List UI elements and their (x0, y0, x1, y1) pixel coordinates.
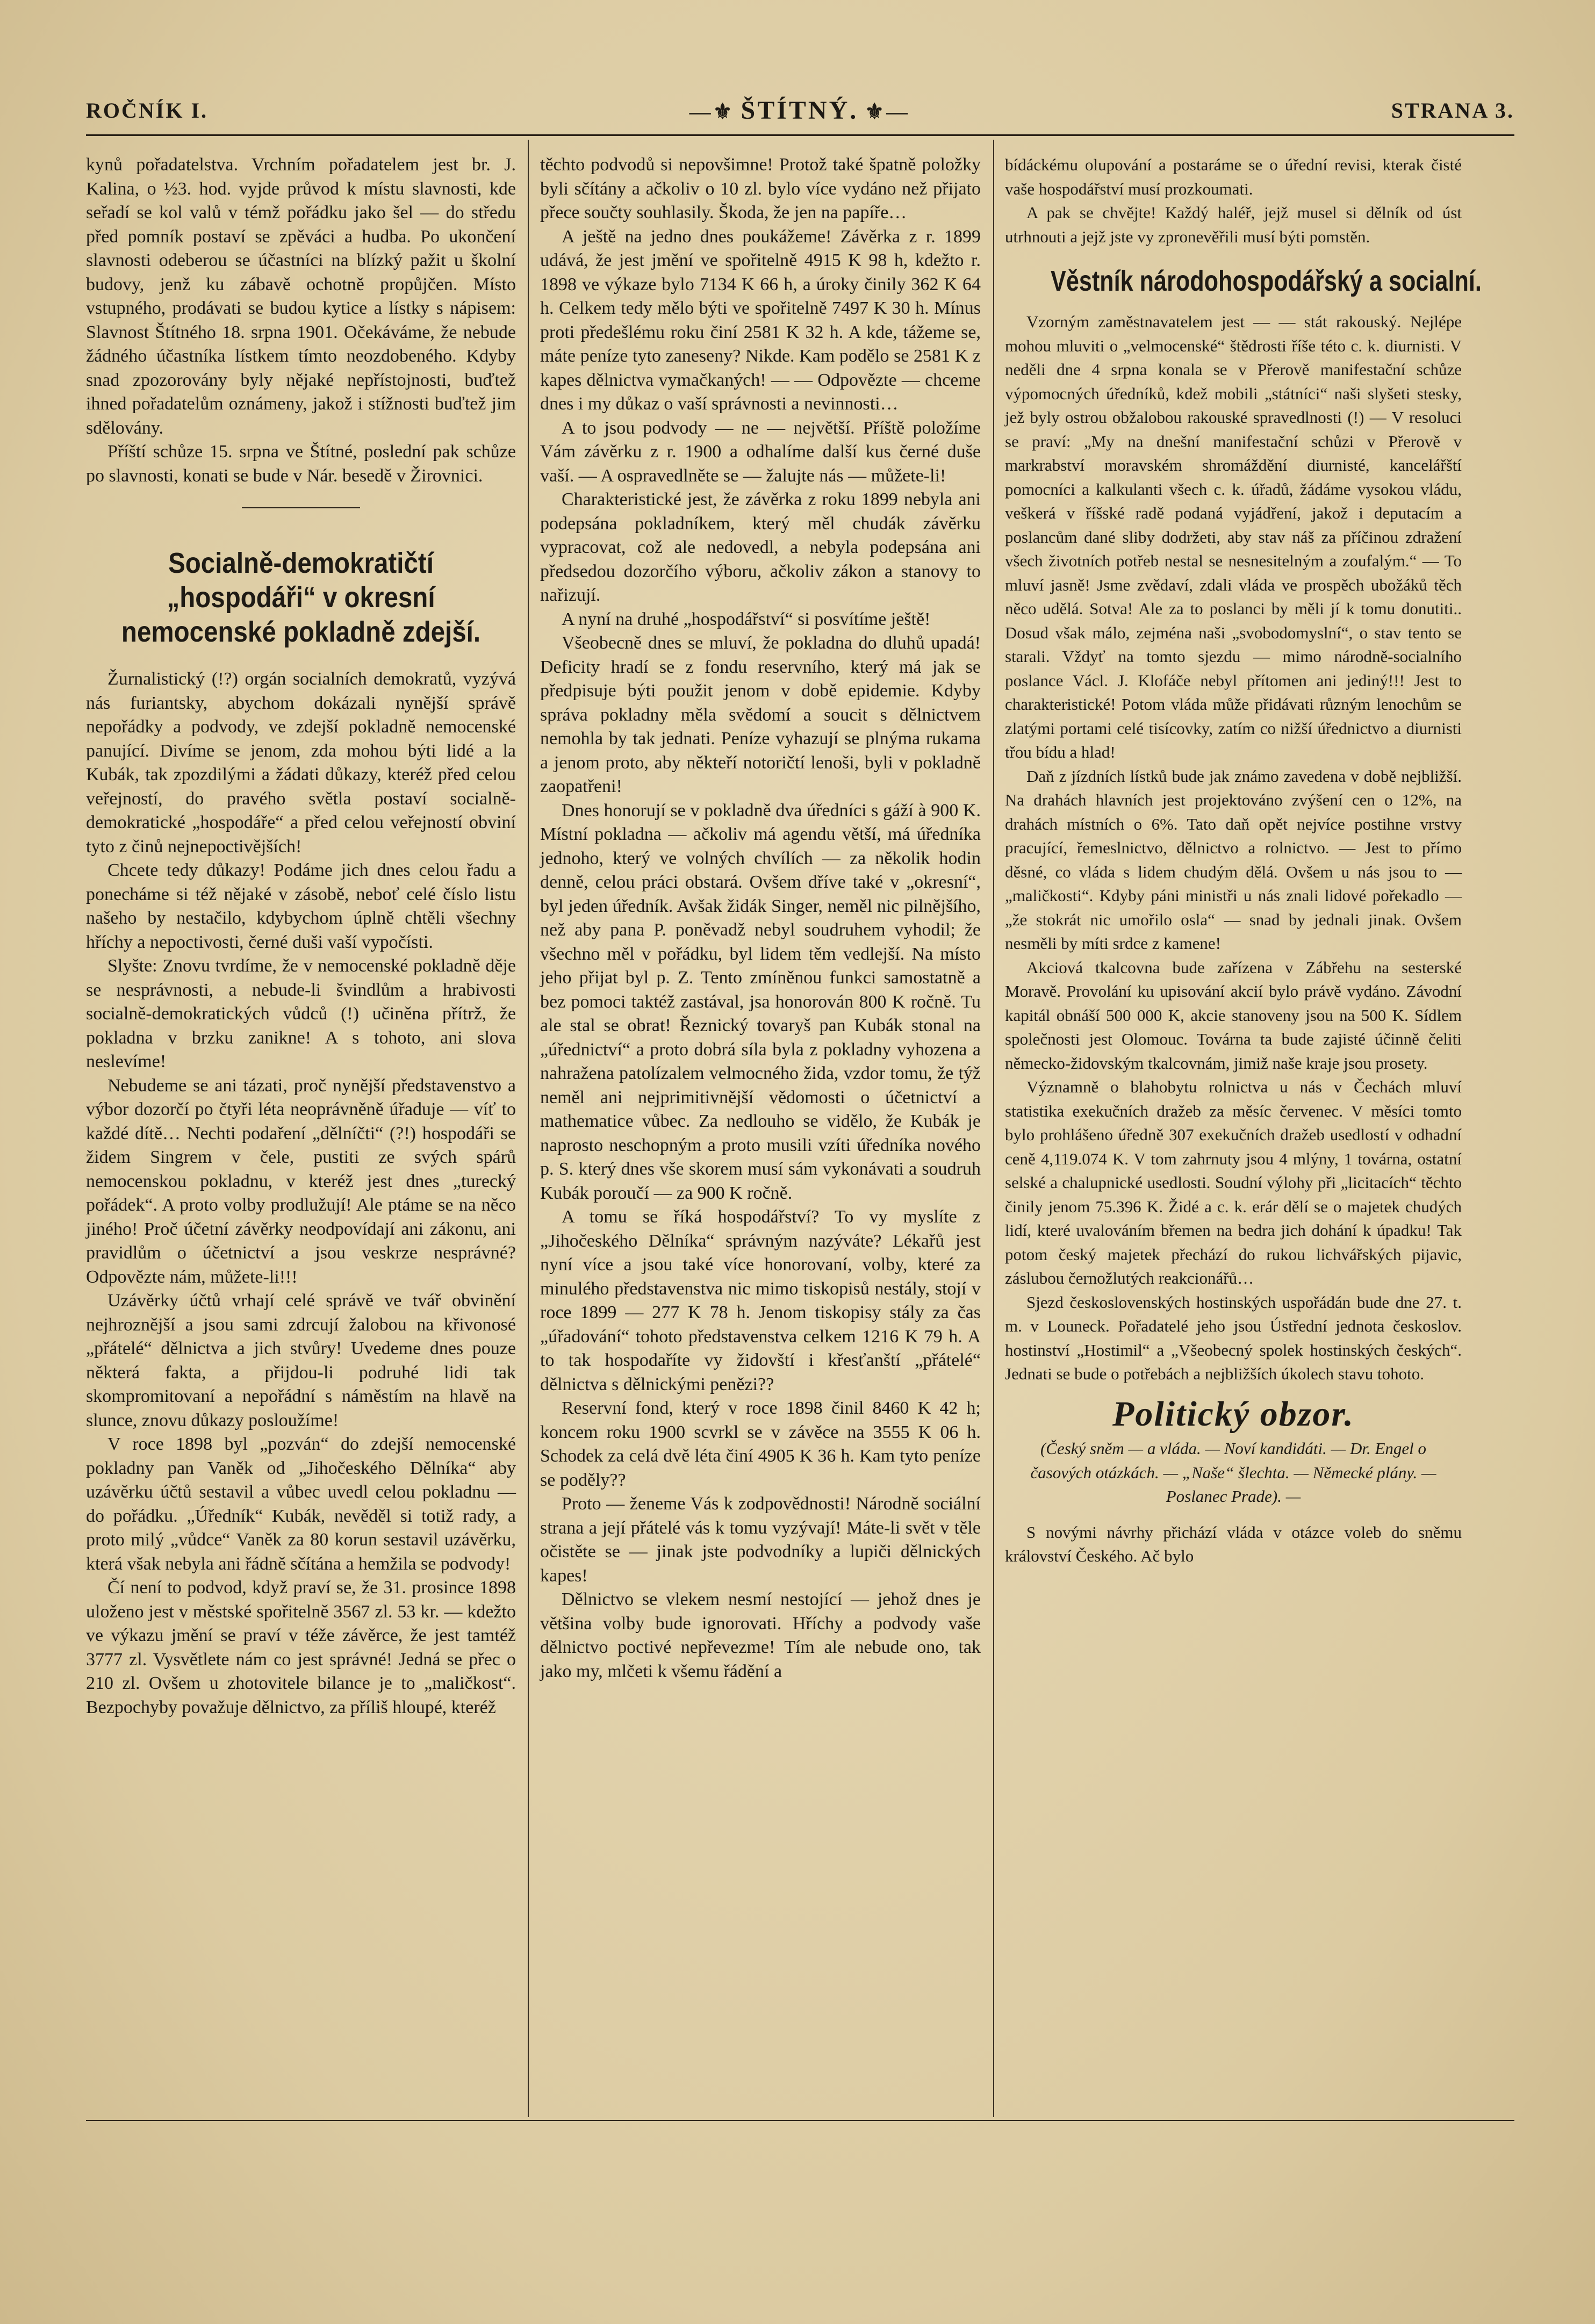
paragraph: Uzávěrky účtů vrhají celé správě ve tvář obvinění nejhroznější a jsou sami zdrcují žalobou na křivonosé „přátelé“ dělnictva a jich stvůry! Uvedeme dnes pouze některá fakta, a přijdou-li podruhé lidi tak skompromitovaní a nepořádní s náměstím na hlavě na slunce, znovu důkazy posloužíme! (86, 1291, 516, 1430)
column-divider (993, 140, 994, 2117)
paragraph: S novými návrhy přichází vláda v otázce voleb do sněmu království Českého. Ač bylo (1005, 1522, 1462, 1565)
section-heading: Věstník národohospodářský a socialní. (1051, 265, 1482, 297)
masthead-name: ŠTÍTNÝ. (741, 96, 859, 125)
page-number: STRANA 3. (1391, 98, 1514, 123)
paragraph: Nebudeme se ani tázati, proč nynější představenstvo a výbor dozorčí po čtyři léta neoprávněně úřaduje — víť to každé dítě… Nechti podaření „dělníčti“ (?!) hospodáři se židem Singrem v čele, pustiti ze svých spárů nemocenskou pokladnu, v kteréž jest dnes „turecký pořádek“. A proto volby prodlužují! Ale ptáme se na něco jiného! Proč účetní závěrky neodpovídají ani zákonu, ani pravidlům o účetnictví a jsou veskrze nesprávné? Odpovězte nám, můžete-li!!! (86, 1075, 516, 1287)
paragraph: Daň z jízdních lístků bude jak známo zavedena v době nejbližší. Na drahách hlavních jest projektováno zvýšení cen o 12%, na drahách místních o 6%. Tato daň opět nejvíce postihne vrstvy pracující, řemeslnictvo, dělnictvo a rolnictvo. — Jest to přímo děsné, co vláda s lidem chudým dělá. Ovšem u nás jsou to — „maličkosti“. Kdyby páni ministři u nás znali lidové pořekadlo — „že stokrát nic umořilo osla“ — snad by jednali jinak. Ovšem nesměli by míti srdce z kamene! (1005, 766, 1462, 953)
paragraph: Významně o blahobytu rolnictva u nás v Čechách mluví statistika exekučních dražeb za měsíc červenec. V měsíci tomto bylo prohlášeno úředně 307 exekučních dražeb usedlostí v odhadní ceně 4,119.074 K. V tom zahrnuty jsou 4 mlýny, 1 továrna, ostatní selské a chalupnické usedlosti. Soudní výlohy při „licitacích“ těchto činily jenom 75.396 K. Židé a c. k. erár dělí se o majetek chudých lidí, které uvalováním břemen na bedra jich dohání k úpadku! Tak potom český majetek přechází do rukou lichvářských pijavic, záslubou černožlutých reakcionářů… (1005, 1077, 1462, 1287)
paragraph: A tomu se říká hospodářství? To vy myslíte z „Jihočeského Dělníka“ správným nazýváte? Lékařů jest nyní více a jsou také více honorovaní, volby, které za minulého představenstva nic mimo tiskopisů nestály, stojí v roce 1899 — 277 K 78 h. Jenom tiskopisy stály za čas „úřadování“ tohoto představenstva celkem 1216 K 79 h. A to tak hospodaříte vy židovští i křesťanští „přátelé“ dělnictva s dělnickými penězi?? (540, 1207, 981, 1394)
paragraph: A to jsou podvody — ne — největší. Příště položíme Vám závěrku z r. 1900 a odhalíme další kus černé duše vaší. — A ospravedlněte se — žalujte nás — můžete-li! (540, 418, 981, 486)
paragraph: Dělnictvo se vlekem nesmí nestojící — jehož dnes je většina volby bude ignorovati. Hříchy a podvody vaše dělnictvo poctivé nepřevezme! Tím ale nebude ono, tak jako my, mlčeti k všemu řádění a (540, 1589, 981, 1681)
paragraph: bídáckému olupování a postaráme se o úřední revisi, kterak čisté vaše hospodářství musí prozkoumati. (1005, 155, 1462, 198)
page-header (86, 91, 1514, 129)
column-2 (540, 153, 981, 1683)
header-rule (86, 134, 1514, 136)
paragraph: V roce 1898 byl „pozván“ do zdejší nemocenské pokladny pan Vaněk od „Jihočeského Dělníka“ aby uzávěrku účtů sestavil a vůbec uvedl celou pokladnu — do pořádku. „Úředník“ Kubák, nevěděl si totiž rady, a proto milý „vůdce“ Vaněk za 80 korun sestavil uzávěrku, která však nebyla ani řádně sčítána a hemžila se podvody! (86, 1434, 516, 1574)
footer-rule (86, 2120, 1514, 2121)
paragraph: kynů pořadatelstva. Vrchním pořadatelem jest br. J. Kalina, o ½3. hod. vyjde průvod k místu slavnosti, kde seřadí se kol valů v témž pořádku jako šel — do středu před pomník postaví se zpěváci a hudba. Po ukončení slavnosti odeberou se účastníci na blízký pažit u školní budovy, jenž ku zábavě ochotně propůjčen. Místo vstupného, prodávati se budou kytice a lístky s nápisem: Slavnost Štítného 18. srpna 1901. Očekáváme, že nebude žádného účastníka lístkem tímto neozdobeného. Kdyby snad zpozorovány byly nějaké nepřístojnosti, buďtež ihned pořadatelům oznámeny, jakož i stížnosti buďtež jim sdělovány. (86, 155, 516, 438)
article-heading: Socialně-demokratičtí „hospodáři“ v okresní nemocenské pokladně zdejší. (121, 547, 481, 648)
section-heading: Politický obzor. (1112, 1394, 1354, 1434)
paragraph: Charakteristické jest, že závěrka z roku 1899 nebyla ani podepsána pokladníkem, který měl chudák závěrku vypracovat, což ale nedovedl, a nebyla podepsána ani předsedou dozorčího výboru, ačkoliv zákon a stanovy to nařizují. (540, 490, 981, 605)
paragraph: Vzorným zaměstnavatelem jest — — stát rakouský. Nejlépe mohou mluviti o „velmocenské“ štědrosti říše této c. k. diurnisti. V neděli dne 4 srpna konala se v Přerově manifestační schůze výpomocných úředníků, kdež mobili „státníci“ naši slyšeti stesky, jež byly ostrou obžalobou rakouské spravedlnosti (!) — V resoluci se praví: „My na dnešní manifestační schůzi v Přerově v markrabství moravském shromáždění diurnisté, kancelářští pomocníci a kalkulanti všech c. k. úřadů, žádáme vysokou vládu, veškerá v říšské radě podaná vyjádření, jakož i deputacím a poslancům dané sliby dodržeti, aby stav náš za příčinou zdražení všech životních potřeb nestal se nesnesitelným a zoufalým.“ — To mluví jasně! Jsme zvědaví, zdali vláda ve prospěch ubožáků těch něco udělá. Sotva! Ale za to poslanci by měli jí k tomu donutiti.. Dosud však málo, zejména naši „svobodomyslní“, o stav tento se starali. Vždyť na tomto sjezdu — mimo národně-socialního poslance Václ. J. Klofáče nebyl přítomen ani jediný!!! Jest to charakteristické! Potom vláda může přidávati různým lenochům se zlatými portami celé tisícovky, zatím co nižší úřednictvo a diurnisti třou bídu a hlad! (1005, 312, 1462, 761)
paragraph: těchto podvodů si nepovšimne! Protož také špatně položky byli sčítány a ačkoliv o 10 zl. bylo více vydáno než přijato přece součty souhlasily. Škoda, že jen na papíře… (540, 155, 981, 222)
volume-label: ROČNÍK I. (86, 98, 209, 123)
paragraph: Akciová tkalcovna bude zařízena v Zábřehu na sesterské Moravě. Provolání ku upisování akcií bylo právě vydáno. Závodní kapitál obnáší 500 000 K, akcie stanoveny jsou na 500 K. Sídlem společnosti jest Olomouc. Továrna ta bude zajisté účinně čeliti německo-židovským tkalcovnám, jimiž naše kraje jsou prosety. (1005, 958, 1462, 1073)
paragraph: Sjezd československých hostinských uspořádán bude dne 27. t. m. v Louneck. Pořadatelé jeho jsou Ústřední jednota českoslov. hostinství „Hostimil“ a „Všeobecný spolek hostinských českých“. Jednati se bude o potřebách a nejbližších úkolech stavu tohoto. (1005, 1292, 1462, 1383)
column-divider (528, 140, 529, 2117)
ornament-left-icon: —⚜ (689, 99, 735, 124)
paragraph: A nyní na druhé „hospodářství“ si posvítíme ještě! (562, 609, 931, 629)
paragraph: Slyšte: Znovu tvrdíme, že v nemocenské pokladně děje se nesprávnosti, a nebude-li švindlům a hrabivosti socialně-demokratických vůdců (!) učiněna přítrž, že pokladna v brzku zanikne! A s tohoto, ani slova neslevíme! (86, 956, 516, 1071)
section-summary: (Český sněm — a vláda. — Noví kandidáti. — Dr. Engel o časových otázkách. — „Naše“ šlechta. — Německé plány. — Poslanec Prade). — (1030, 1439, 1436, 1506)
paragraph: Reservní fond, který v roce 1898 činil 8460 K 42 h; koncem roku 1900 scvrkl se v závěce na 3555 K 06 h. Schodek za celá dvě léta činí 4905 K 36 h. Kam tyto peníze se poděly?? (540, 1398, 981, 1490)
paragraph: Čí není to podvod, když praví se, že 31. prosince 1898 uloženo jest v městské spořitelně 3567 zl. 53 kr. — kdežto ve výkazu jmění se praví v téže závěrce, že jest tamtéž 3777 zl. Vysvětlete nám co jest správné! Jedná se přec o 210 zl. Ovšem u zhotovitele bilance je to „maličkost“. Bezpochyby považuje dělnictvo, za příliš hloupé, kteréž (86, 1578, 516, 1717)
divider (242, 507, 360, 508)
column-1 (86, 153, 516, 1719)
paragraph: Chcete tedy důkazy! Podáme jich dnes celou řadu a ponecháme si též nějaké v zásobě, neboť celé číslo listu našeho by nestačilo, kdybychom úplně chtěli všechny hříchy a nepoctivosti, černé duši vaší vypočísti. (86, 860, 516, 952)
masthead-title (683, 96, 916, 125)
paragraph: Příští schůze 15. srpna ve Štítné, poslední pak schůze po slavnosti, konati se bude v Nár. besedě v Žirovnici. (86, 442, 516, 486)
paragraph: A ještě na jedno dnes poukážeme! Závěrka z r. 1899 udává, že jest jmění ve spořitelně 4915 K 98 h, kdežto r. 1898 ve výkaze bylo 7134 K 66 h, a úroky činily 362 K 64 h. Celkem tedy mělo býti ve spořitelně 7497 K 30 h. Mínus proti předešlému roku činí 2581 K 32 h. A kde, tážeme se, máte peníze tyto zaneseny? Nikde. Kam podělo se 2581 K z kapes dělnictva vymačkaných! — — Odpovězte — chceme dnes i my důkaz o vaší správnosti a nevinnosti… (540, 226, 981, 414)
ornament-right-icon: ⚜— (865, 99, 910, 124)
paragraph: Žurnalistický (!?) orgán socialních demokratů, vyzývá nás furiantsky, abychom dokázali nynější správě nepořádky a podvody, ve zdejší pokladně nemocenské panující. Divíme se jenom, zda mohou býti lidé a la Kubák, tak zpozdilými a žádati důkazy, kteréž před celou veřejností, do pravého světla postaví socialně-demokratické „hospodáře“ a před celou veřejností obviní tyto z činů nejnepoctivějších! (86, 669, 516, 857)
paragraph: Dnes honorují se v pokladně dva úředníci s gáží à 900 K. Místní pokladna — ačkoliv má agendu větší, má úředníka jednoho, který ve volných chvílích — za několik hodin denně, celou práci obstará. Ovšem dříve také v „okresní“, byl jeden úředník. Avšak židák Singer, neměl nic pilnějšího, než aby pana P. poněvadž nebyl soudruhem vyhodil; že všechno měl v pořádku, byl lidem těm vedlejší. Na místo jeho přijat byl p. Z. Tento zmíněnou funkci samostatně a bez pomoci taktéž zastával, jsa honorován 800 K ročně. Tu ale stal se obrat! Řeznický tovaryš pan Kubák stonal na „úřednictví“ a proto dobrá síla byla z pokladny vyhozena a nahražena patolízalem velmocného žida, vzdor tomu, že týž neměl ani nejprimitivnější vědomosti o účetnictví a mathematice vůbec. Za nedlouho se vidělo, že Kubák je naprosto neschopným a proto musili vzíti úředníka nového p. S. který dnes vše skorem musí sám vykonávati a soudruh Kubák poroučí — za 900 K ročně. (540, 800, 981, 1203)
paragraph: Proto — ženeme Vás k zodpovědnosti! Národně sociální strana a její přátelé vás k tomu vyzývají! Máte-li svět v těle očistěte se — jinak jste podvodníky a lupiči dělnických kapes! (540, 1494, 981, 1586)
column-3 (1005, 153, 1482, 1568)
paragraph: Všeobecně dnes se mluví, že pokladna do dluhů upadá! Deficity hradí se z fondu reservního, který má jak se předpisuje býti použit jenom v době epidemie. Kdyby správa pokladny měla svědomí a soucit s dělnictvem nemohla by tak jednati. Peníze vyhazují se plnýma rukama a jenom proto, aby někteří notoričtí lenoši, byli v pokladně zaopatřeni! (540, 633, 981, 796)
paragraph: A pak se chvějte! Každý haléř, jejž musel si dělník od úst utrhnouti a jejž jste vy zpronevěřili musí býti pomstěn. (1005, 203, 1462, 246)
